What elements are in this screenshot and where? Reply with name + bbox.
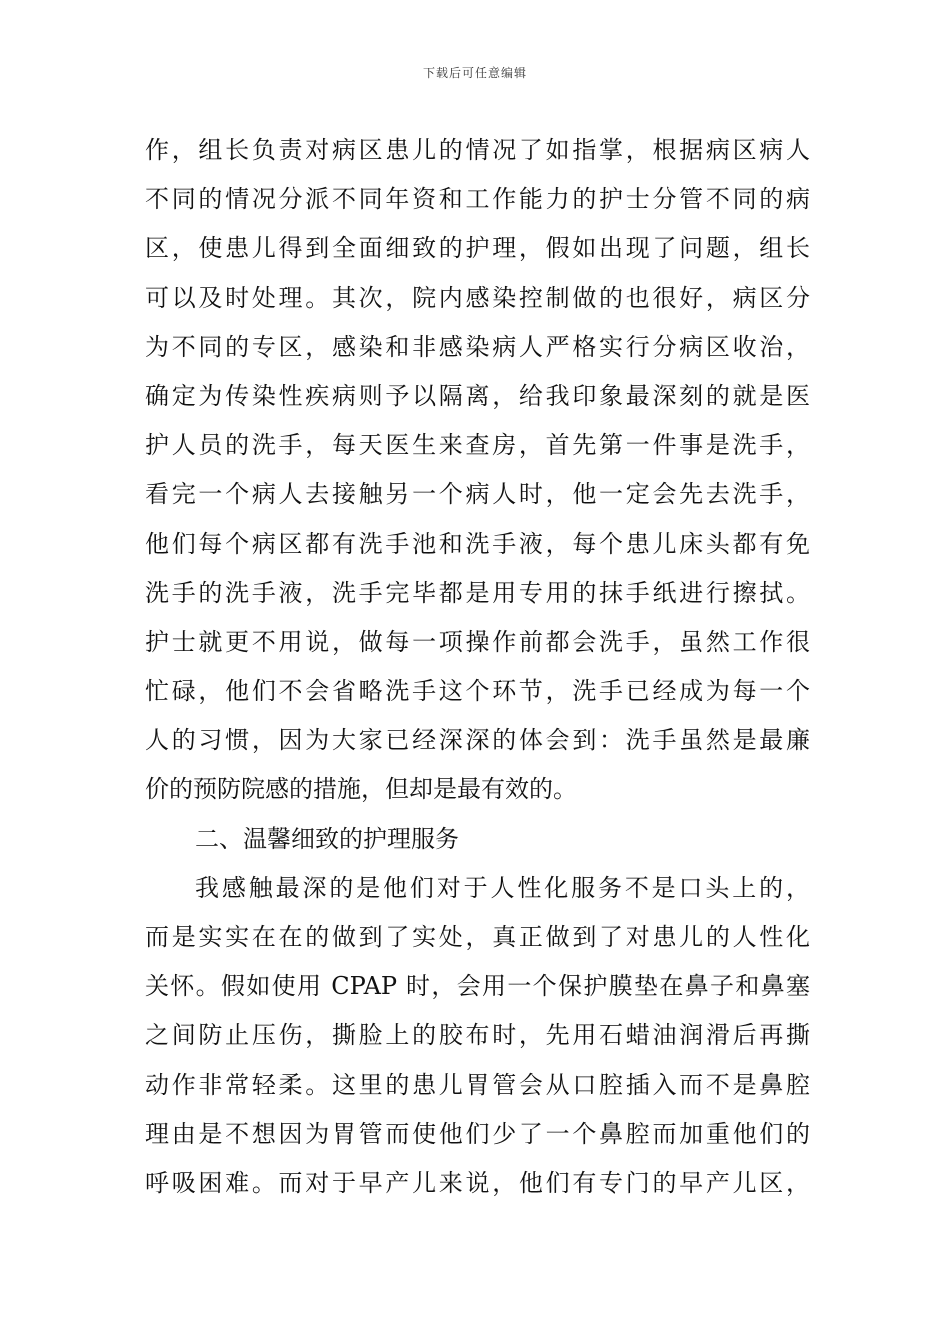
paragraph-1-line-3: 区，使患儿得到全面细致的护理，假如出现了问题，组长 bbox=[145, 234, 810, 263]
paragraph-1-line-11: 护士就更不用说，做每一项操作前都会洗手，虽然工作很 bbox=[145, 627, 810, 656]
paragraph-1-line-6: 确定为传染性疾病则予以隔离，给我印象最深刻的就是医 bbox=[145, 381, 810, 410]
page-header: 下载后可任意编辑 bbox=[422, 66, 527, 80]
paragraph-2-line-7: 呼吸困难。而对于早产儿来说，他们有专门的早产儿区， bbox=[145, 1168, 810, 1197]
paragraph-2-line-1: 我感触最深的是他们对于人性化服务不是口头上的， bbox=[195, 873, 810, 902]
paragraph-2-line-2: 而是实实在在的做到了实处，真正做到了对患儿的人性化 bbox=[145, 923, 810, 951]
paragraph-1-line-1: 作，组长负责对病区患儿的情况了如指掌，根据病区病人 bbox=[145, 136, 810, 164]
paragraph-1-line-9: 他们每个病区都有洗手池和洗手液，每个患儿床头都有免 bbox=[145, 529, 810, 558]
paragraph-1-line-14: 价的预防院感的措施，但却是最有效的。 bbox=[145, 775, 577, 804]
paragraph-1-line-2: 不同的情况分派不同年资和工作能力的护士分管不同的病 bbox=[145, 185, 810, 214]
paragraph-1-line-5: 为不同的专区，感染和非感染病人严格实行分病区收治， bbox=[145, 332, 810, 361]
document-body bbox=[145, 126, 810, 1208]
paragraph-1-line-7: 护人员的洗手，每天医生来查房，首先第一件事是洗手， bbox=[145, 431, 810, 460]
paragraph-2-line-6: 理由是不想因为胃管而使他们少了一个鼻腔而加重他们的 bbox=[145, 1119, 810, 1148]
paragraph-2-line-5: 动作非常轻柔。这里的患儿胃管会从口腔插入而不是鼻腔 bbox=[145, 1070, 810, 1099]
section-heading: 二、温馨细致的护理服务 bbox=[195, 824, 459, 853]
paragraph-1-line-13: 人的习惯，因为大家已经深深的体会到：洗手虽然是最廉 bbox=[145, 726, 810, 755]
paragraph-2-line-4: 之间防止压伤，撕脸上的胶布时，先用石蜡油润滑后再撕 bbox=[145, 1021, 810, 1050]
paragraph-1-line-4: 可以及时处理。其次，院内感染控制做的也很好，病区分 bbox=[145, 283, 810, 312]
paragraph-1-line-12: 忙碌，他们不会省略洗手这个环节，洗手已经成为每一个 bbox=[145, 677, 810, 706]
paragraph-2-line-3: 关怀。假如使用 CPAP 时，会用一个保护膜垫在鼻子和鼻塞 bbox=[145, 972, 810, 1001]
paragraph-1-line-10: 洗手的洗手液，洗手完毕都是用专用的抹手纸进行擦拭。 bbox=[145, 578, 810, 607]
paragraph-1-line-8: 看完一个病人去接触另一个病人时，他一定会先去洗手， bbox=[145, 480, 810, 509]
